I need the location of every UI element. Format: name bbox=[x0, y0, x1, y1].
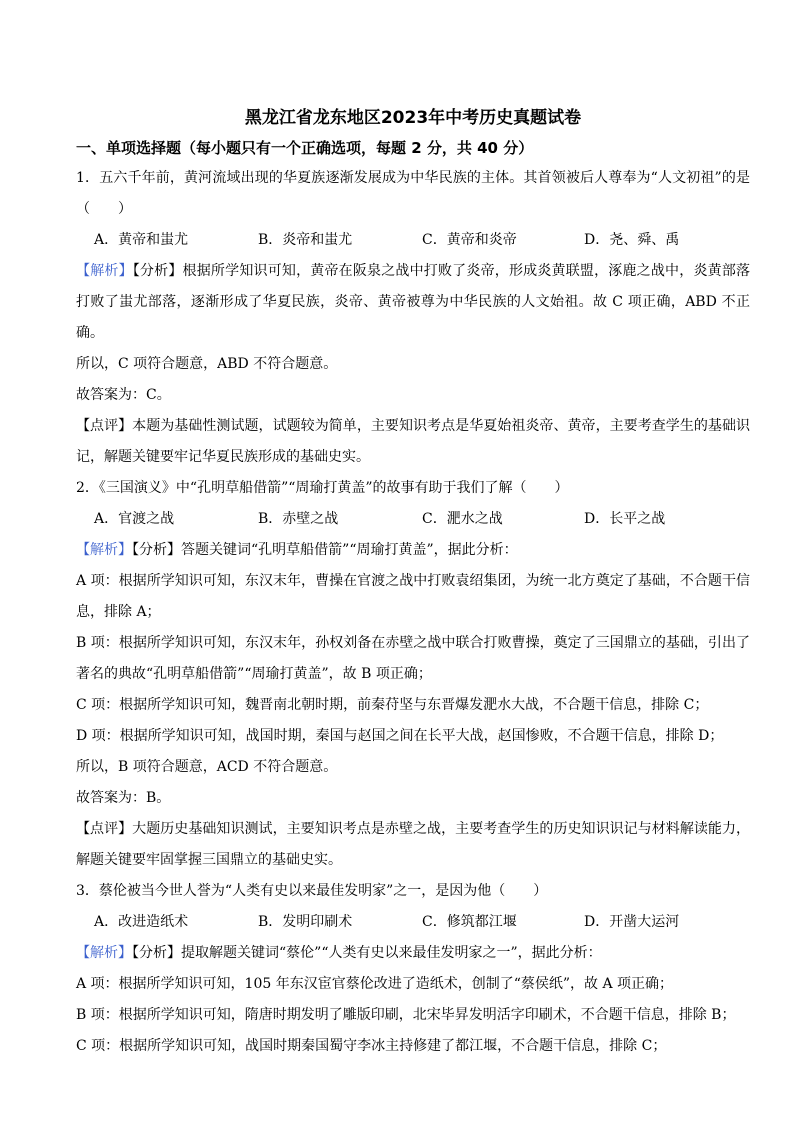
option-d: D．尧、舜、禹 bbox=[584, 232, 680, 248]
question-1 bbox=[76, 163, 750, 473]
analysis-tag: 【解析】 bbox=[76, 945, 132, 961]
analysis-item-a: A 项：根据所学知识可知，105 年东汉宦官蔡伦改进了造纸术，创制了“蔡侯纸”，故 A 项正确； bbox=[76, 976, 674, 992]
analysis-text: 【分析】提取解题关键词“蔡伦”“人类有史以来最佳发明家之一”，据此分析： bbox=[132, 945, 602, 961]
conclusion: 所以，C 项符合题意，ABD 不符合题意。 bbox=[76, 356, 338, 372]
option-b: B．发明印刷术 bbox=[258, 914, 353, 930]
analysis bbox=[76, 535, 750, 566]
options-row bbox=[76, 907, 750, 938]
analysis-text: 【分析】答题关键词“孔明草船借箭”“周瑜打黄盖”，据此分析： bbox=[132, 542, 518, 558]
options-row bbox=[76, 504, 750, 535]
question-2 bbox=[76, 473, 750, 876]
analysis-tag: 【解析】 bbox=[76, 263, 133, 279]
analysis-tag: 【解析】 bbox=[76, 542, 132, 558]
option-d: D．开凿大运河 bbox=[584, 914, 680, 930]
option-a: A．黄帝和蚩尤 bbox=[94, 232, 189, 248]
question-stem: 1．五六千年前，黄河流域出现的华夏族逐渐发展成为中华民族的主体。其首领被后人尊奉为“人文初祖”的是（ ） bbox=[76, 170, 750, 217]
analysis-text: 【分析】根据所学知识可知，黄帝在阪泉之战中打败了炎帝，形成炎黄联盟，涿鹿之战中，炎黄部落打败了蚩尤部落，逐渐形成了华夏民族，炎帝、黄帝被尊为中华民族的人文始祖。故 C 项正确，ABD 不正确。 bbox=[76, 263, 751, 341]
analysis bbox=[76, 938, 750, 969]
option-c: C．淝水之战 bbox=[422, 511, 503, 527]
comment: 【点评】本题为基础性测试题，试题较为简单，主要知识考点是华夏始祖炎帝、黄帝，主要考查学生的基础识记，解题关键要牢记华夏民族形成的基础史实。 bbox=[76, 418, 750, 465]
analysis-item-d: D 项：根据所学知识可知，战国时期，秦国与赵国之间在长平大战，赵国惨败，不合题干信息，排除 D； bbox=[76, 728, 724, 744]
analysis bbox=[76, 256, 750, 349]
options-row bbox=[76, 225, 750, 256]
option-d: D．长平之战 bbox=[584, 511, 666, 527]
option-b: B．炎帝和蚩尤 bbox=[258, 232, 353, 248]
option-c: C．黄帝和炎帝 bbox=[422, 232, 517, 248]
option-a: A．改进造纸术 bbox=[94, 914, 189, 930]
analysis-item-a: A 项：根据所学知识可知，东汉末年，曹操在官渡之战中打败袁绍集团，为统一北方奠定了基础，不合题干信息，排除 A； bbox=[76, 573, 750, 620]
answer: 故答案为：C。 bbox=[76, 387, 171, 403]
option-c: C．修筑都江堰 bbox=[422, 914, 517, 930]
analysis-item-c: C 项：根据所学知识可知，战国时期秦国蜀守李冰主持修建了都江堰，不合题干信息，排除 C； bbox=[76, 1038, 667, 1054]
conclusion: 所以，B 项符合题意，ACD 不符合题意。 bbox=[76, 759, 338, 775]
question-3 bbox=[76, 876, 750, 1062]
answer: 故答案为：B。 bbox=[76, 790, 171, 806]
question-stem: 3．蔡伦被当今世人誉为“人类有史以来最佳发明家”之一，是因为他（ ） bbox=[76, 883, 548, 899]
analysis-item-b: B 项：根据所学知识可知，隋唐时期发明了雕版印刷，北宋毕昇发明活字印刷术，不合题干信息，排除 B； bbox=[76, 1007, 736, 1023]
question-stem: 2．《三国演义》中“孔明草船借箭”“周瑜打黄盖”的故事有助于我们了解（ ） bbox=[76, 480, 569, 496]
analysis-item-c: C 项：根据所学知识可知，魏晋南北朝时期，前秦苻坚与东晋爆发淝水大战，不合题干信息，排除 C； bbox=[76, 697, 709, 713]
document-content bbox=[76, 103, 750, 1062]
option-b: B．赤壁之战 bbox=[258, 511, 339, 527]
analysis-item-b: B 项：根据所学知识可知，东汉末年，孙权刘备在赤壁之战中联合打败曹操，奠定了三国鼎立的基础，引出了著名的典故“孔明草船借箭”“周瑜打黄盖”，故 B 项正确； bbox=[76, 635, 750, 682]
section-heading: 一、单项选择题（每小题只有一个正确选项，每题 2 分，共 40 分） bbox=[76, 139, 534, 157]
exam-title: 黑龙江省龙东地区2023年中考历史真题试卷 bbox=[244, 108, 582, 128]
option-a: A．官渡之战 bbox=[94, 511, 175, 527]
comment: 【点评】大题历史基础知识测试，主要知识考点是赤壁之战，主要考查学生的历史知识识记与材料解读能力，解题关键要牢固掌握三国鼎立的基础史实。 bbox=[76, 821, 750, 868]
